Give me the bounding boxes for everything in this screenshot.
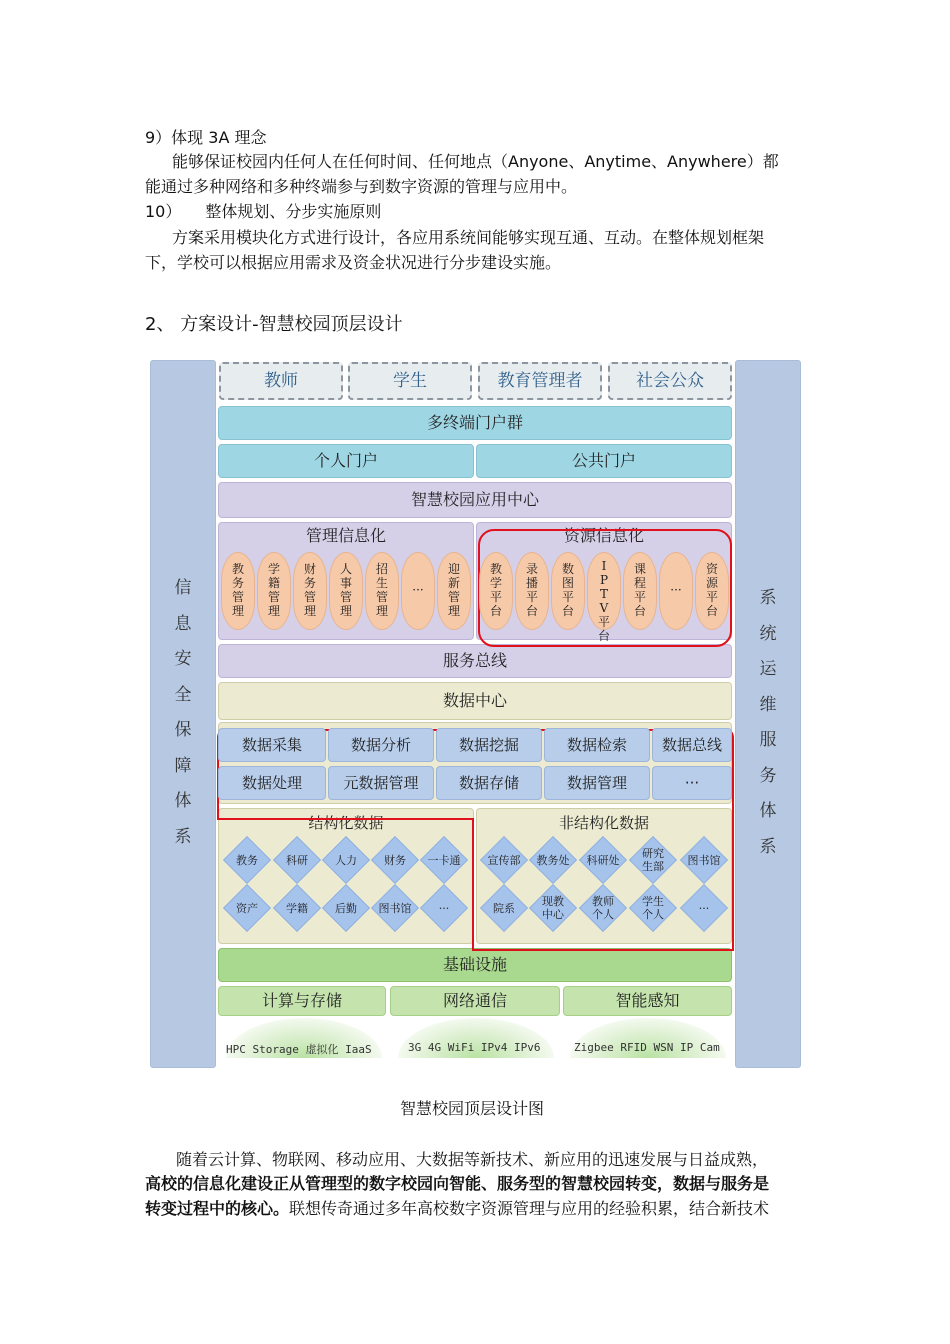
item10-body-line1: 方案采用模块化方式进行设计，各应用系统间能够实现互通、互动。在整体规划框架 xyxy=(172,228,765,247)
unstructured-item-label: 现教 中心 xyxy=(542,895,564,921)
security-char: 安 xyxy=(174,649,192,669)
item9-title: 9）体现 3A 理念 xyxy=(145,128,267,147)
service-bus: 服务总线 xyxy=(218,644,732,678)
resource-item-label: 资 源 平 台 xyxy=(705,562,718,618)
item9-body-line1: 能够保证校园内任何人在任何时间、任何地点（Anyone、Anytime、Anywhere）都 xyxy=(172,152,779,171)
portal-group: 多终端门户群 xyxy=(218,406,732,440)
item9-body-line2: 能通过多种网络和多种终端参与到数字资源的管理与应用中。 xyxy=(145,177,578,196)
ops-char: 系 xyxy=(759,836,777,857)
mgmt-item xyxy=(437,552,471,630)
data-function-cell: ··· xyxy=(652,766,732,800)
section-heading: 2、 方案设计-智慧校园顶层设计 xyxy=(145,314,403,335)
structured-item-label: 科研 xyxy=(286,853,308,867)
mgmt-item xyxy=(221,552,255,630)
resource-item-label: ··· xyxy=(670,583,682,597)
resource-item-label: I P T V 平 台 xyxy=(597,559,610,643)
structured-item-label: 资产 xyxy=(236,901,258,915)
item10-body-line2: 下，学校可以根据应用需求及资金状况进行分步建设实施。 xyxy=(145,253,562,272)
data-center: 数据中心 xyxy=(218,682,732,720)
ops-char: 系 xyxy=(759,588,777,608)
actor-public: 社会公众 xyxy=(608,362,732,400)
structured-item-label: ··· xyxy=(438,901,450,915)
data-function-cell: 数据检索 xyxy=(544,728,650,762)
app-center: 智慧校园应用中心 xyxy=(218,482,732,518)
security-char: 全 xyxy=(174,684,192,705)
item10-title: 10） 整体规划、分步实施原则 xyxy=(145,202,382,221)
unstructured-item-label: 科研处 xyxy=(586,853,620,867)
resource-item xyxy=(479,552,513,630)
resource-item xyxy=(551,552,585,630)
unstructured-item-label: 院系 xyxy=(493,901,515,915)
unstructured-item-label: 教师 个人 xyxy=(592,895,614,921)
data-function-cell: 数据采集 xyxy=(218,728,326,762)
unstructured-item-label: 图书馆 xyxy=(687,853,721,867)
data-function-cell: 数据处理 xyxy=(218,766,326,800)
structured-item-label: 图书馆 xyxy=(378,901,412,915)
structured-item-label: 学籍 xyxy=(286,901,308,915)
actor-teacher: 教师 xyxy=(219,362,343,400)
structured-item-label: 一卡通 xyxy=(427,853,461,867)
mgmt-item xyxy=(329,552,363,630)
data-highlight-outline xyxy=(148,358,803,1070)
mgmt-item-label: 招 生 管 理 xyxy=(375,562,388,618)
smart-sensing: 智能感知 xyxy=(563,986,732,1016)
unstructured-item-label: 学生 个人 xyxy=(642,895,664,921)
network-tech: 3G 4G WiFi IPv4 IPv6 xyxy=(408,1041,541,1054)
resource-item-label: 课 程 平 台 xyxy=(633,562,646,618)
resource-item xyxy=(695,552,729,630)
resource-item xyxy=(515,552,549,630)
mgmt-item xyxy=(401,552,435,630)
personal-portal: 个人门户 xyxy=(218,444,474,478)
figure-caption: 智慧校园顶层设计图 xyxy=(400,1099,545,1118)
unstructured-item-label: 宣传部 xyxy=(487,853,521,867)
compute-storage: 计算与存储 xyxy=(218,986,386,1016)
resource-item xyxy=(659,552,693,630)
security-char: 体 xyxy=(174,791,192,811)
mgmt-title: 管理信息化 xyxy=(305,526,386,545)
mgmt-item-label: 学 籍 管 理 xyxy=(267,562,280,618)
ops-char: 运 xyxy=(759,659,777,679)
data-function-cell: 数据总线 xyxy=(652,728,732,762)
structured-item-label: 教务 xyxy=(236,853,258,867)
mgmt-item-label: 迎 新 管 理 xyxy=(447,562,460,618)
mgmt-item-label: ··· xyxy=(412,583,424,597)
security-char: 信 xyxy=(174,578,192,598)
mgmt-item xyxy=(365,552,399,630)
para-line3 xyxy=(145,1199,769,1219)
mgmt-item xyxy=(257,552,291,630)
unstructured-item-label: ··· xyxy=(698,901,710,915)
resource-item xyxy=(623,552,657,630)
compute-tech: HPC Storage 虚拟化 IaaS xyxy=(226,1043,372,1056)
ops-char: 务 xyxy=(759,765,777,786)
resource-item xyxy=(587,552,621,643)
para-line1: 随着云计算、物联网、移动应用、大数据等新技术、新应用的迅速发展与日益成熟， xyxy=(176,1150,769,1169)
structured-item-label: 人力 xyxy=(335,853,357,867)
structured-item-label: 财务 xyxy=(384,853,406,867)
mgmt-item-label: 教 务 管 理 xyxy=(231,562,244,618)
security-char: 息 xyxy=(174,613,192,634)
public-portal: 公共门户 xyxy=(476,444,732,478)
actor-edu-manager: 教育管理者 xyxy=(478,362,602,400)
mgmt-item xyxy=(293,552,327,630)
data-function-cell: 数据存储 xyxy=(436,766,542,800)
para-line3-bold: 转变过程中的核心。 xyxy=(145,1199,290,1218)
structured-item-label: 后勤 xyxy=(335,901,357,915)
sensing-tech: Zigbee RFID WSN IP Cam xyxy=(574,1041,720,1054)
unstructured-title: 非结构化数据 xyxy=(558,814,649,832)
security-char: 系 xyxy=(174,826,192,847)
para-line3-rest: 联想传奇通过多年高校数字资源管理与应用的经验积累，结合新技术 xyxy=(289,1199,770,1218)
resource-item-label: 录 播 平 台 xyxy=(525,562,538,618)
mgmt-item-label: 人 事 管 理 xyxy=(339,562,352,618)
resource-item-label: 教 学 平 台 xyxy=(489,562,502,618)
structured-title: 结构化数据 xyxy=(308,814,384,832)
ops-char: 维 xyxy=(759,694,777,715)
ops-char: 统 xyxy=(759,623,777,644)
data-function-cell: 数据分析 xyxy=(328,728,434,762)
unstructured-item-label: 研究 生部 xyxy=(642,847,664,873)
ops-char: 服 xyxy=(759,730,777,750)
data-function-cell: 元数据管理 xyxy=(328,766,434,800)
data-function-cell: 数据挖掘 xyxy=(436,728,542,762)
resource-item-label: 数 图 平 台 xyxy=(561,562,574,618)
data-function-cell: 数据管理 xyxy=(544,766,650,800)
architecture-diagram xyxy=(148,358,803,1070)
network-comm: 网络通信 xyxy=(390,986,560,1016)
security-char: 保 xyxy=(174,720,192,740)
infrastructure: 基础设施 xyxy=(218,948,732,982)
para-line2-bold: 高校的信息化建设正从管理型的数字校园向智能、服务型的智慧校园转变，数据与服务是 xyxy=(145,1174,770,1193)
security-char: 障 xyxy=(174,755,192,776)
resource-title: 资源信息化 xyxy=(563,526,644,545)
ops-char: 体 xyxy=(759,801,777,821)
unstructured-item-label: 教务处 xyxy=(536,853,570,867)
actor-student: 学生 xyxy=(348,362,472,400)
mgmt-item-label: 财 务 管 理 xyxy=(303,562,316,618)
